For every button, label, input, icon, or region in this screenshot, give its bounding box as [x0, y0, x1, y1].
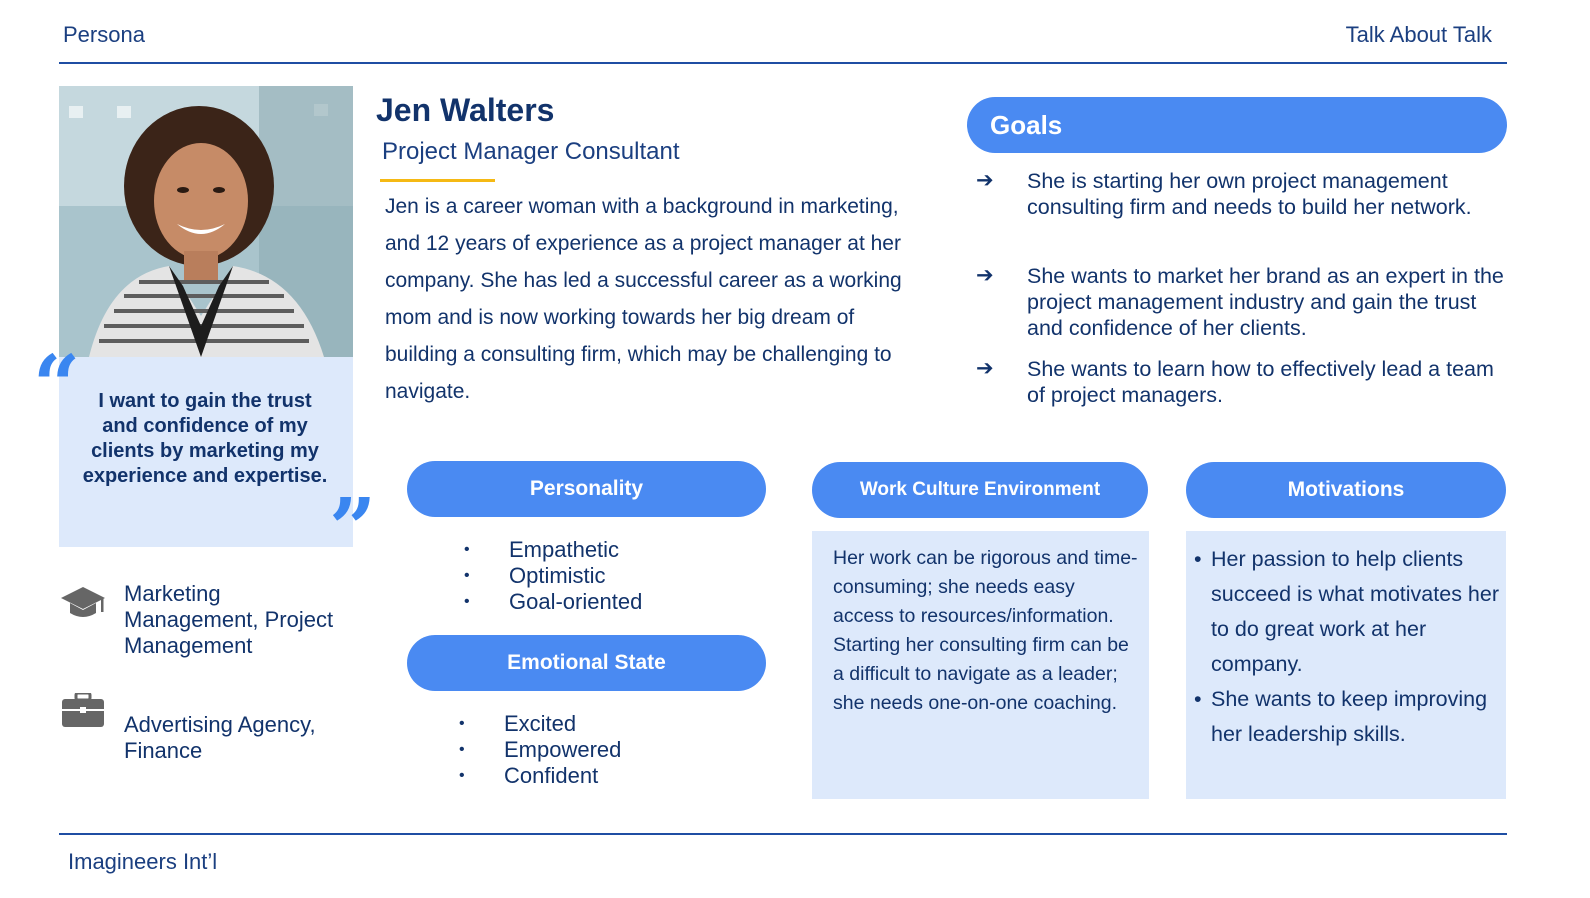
- bullet-icon: •: [1194, 547, 1202, 571]
- emotional-state-item: Confident: [504, 763, 599, 788]
- arrow-right-icon: ➔: [976, 263, 994, 287]
- footer-divider: [59, 833, 1507, 835]
- personality-trait: Empathetic: [509, 537, 620, 562]
- persona-quote: I want to gain the trust and confidence of my clients by marketing my experience and expertise.: [82, 390, 328, 487]
- briefcase-icon: [62, 693, 104, 727]
- goal-text: She wants to learn how to effectively lead a team of project managers.: [1027, 357, 1494, 407]
- personality-list: [464, 537, 643, 615]
- bullet-icon: •: [464, 541, 470, 558]
- bullet-icon: •: [1194, 687, 1202, 711]
- work-culture-text: Her work can be rigorous and time-consuming; she needs easy access to resources/information. Starting her consulting firm can be a difficult to navigate as a leader; she needs one-on-one coaching.: [833, 547, 1138, 714]
- goals-header: [967, 97, 1507, 153]
- list-item: [459, 763, 621, 789]
- motivations-card: [1186, 531, 1506, 799]
- persona-role: Project Manager Consultant: [382, 138, 680, 165]
- motivation-item: Her passion to help clients succeed is what motivates her to do great work at her company.: [1211, 547, 1499, 676]
- industry-text: Advertising Agency, Finance: [124, 712, 316, 763]
- header-brand-label: Talk About Talk: [1345, 22, 1492, 47]
- goal-text: She wants to market her brand as an expert in the project management industry and gain the trust and confidence of her clients.: [1027, 264, 1504, 340]
- arrow-right-icon: ➔: [976, 356, 994, 380]
- persona-photo: [59, 86, 353, 357]
- list-item: [464, 589, 643, 615]
- goal-text: She is starting her own project management consulting firm and needs to build her network.: [1027, 169, 1472, 219]
- education-text: Marketing Management, Project Management: [124, 581, 334, 658]
- motivations-list: [1194, 542, 1499, 752]
- list-item: [459, 737, 622, 763]
- bullet-icon: •: [464, 567, 470, 584]
- list-item: [464, 563, 642, 589]
- list-item: [464, 537, 642, 563]
- personality-trait: Goal-oriented: [509, 589, 643, 614]
- bullet-icon: •: [459, 715, 465, 732]
- list-item: [1194, 682, 1499, 752]
- bullet-icon: •: [459, 767, 465, 784]
- emotional-state-item: Empowered: [504, 737, 622, 762]
- graduation-cap-icon: [60, 585, 106, 625]
- goals-title: Goals: [990, 109, 1063, 140]
- header-section-label: Persona: [63, 22, 145, 47]
- motivations-title: Motivations: [1287, 478, 1405, 501]
- arrow-right-icon: ➔: [976, 168, 994, 192]
- emotional-state-header: [407, 635, 766, 691]
- list-item: [1194, 542, 1499, 682]
- close-quote-icon: ”: [329, 481, 377, 577]
- personality-trait: Optimistic: [509, 563, 606, 588]
- open-quote-icon: “: [33, 338, 81, 434]
- name-accent-divider: [380, 179, 495, 182]
- personality-header: [407, 461, 766, 517]
- list-item: [459, 711, 621, 737]
- work-culture-title: Work Culture Environment: [859, 479, 1101, 500]
- header-divider: [59, 62, 1507, 64]
- personality-title: Personality: [529, 477, 644, 500]
- work-culture-header: [812, 462, 1148, 518]
- persona-name: Jen Walters: [376, 92, 555, 128]
- emotional-state-item: Excited: [504, 711, 577, 736]
- work-culture-card: [812, 531, 1149, 799]
- bullet-icon: •: [459, 741, 465, 758]
- motivations-header: [1186, 462, 1506, 518]
- emotional-state-title: Emotional State: [507, 651, 666, 674]
- motivation-item: She wants to keep improving her leadership skills.: [1211, 687, 1488, 746]
- footer-company-label: Imagineers Int’l: [68, 849, 218, 874]
- persona-bio: Jen is a career woman with a background in marketing, and 12 years of experience as a project manager at her company. She has led a successful career as a working mom and is now working towards her big dream of building a consulting firm, which may be challenging to navigate.: [385, 195, 902, 403]
- emotional-state-list: [459, 711, 622, 789]
- bullet-icon: •: [464, 593, 470, 610]
